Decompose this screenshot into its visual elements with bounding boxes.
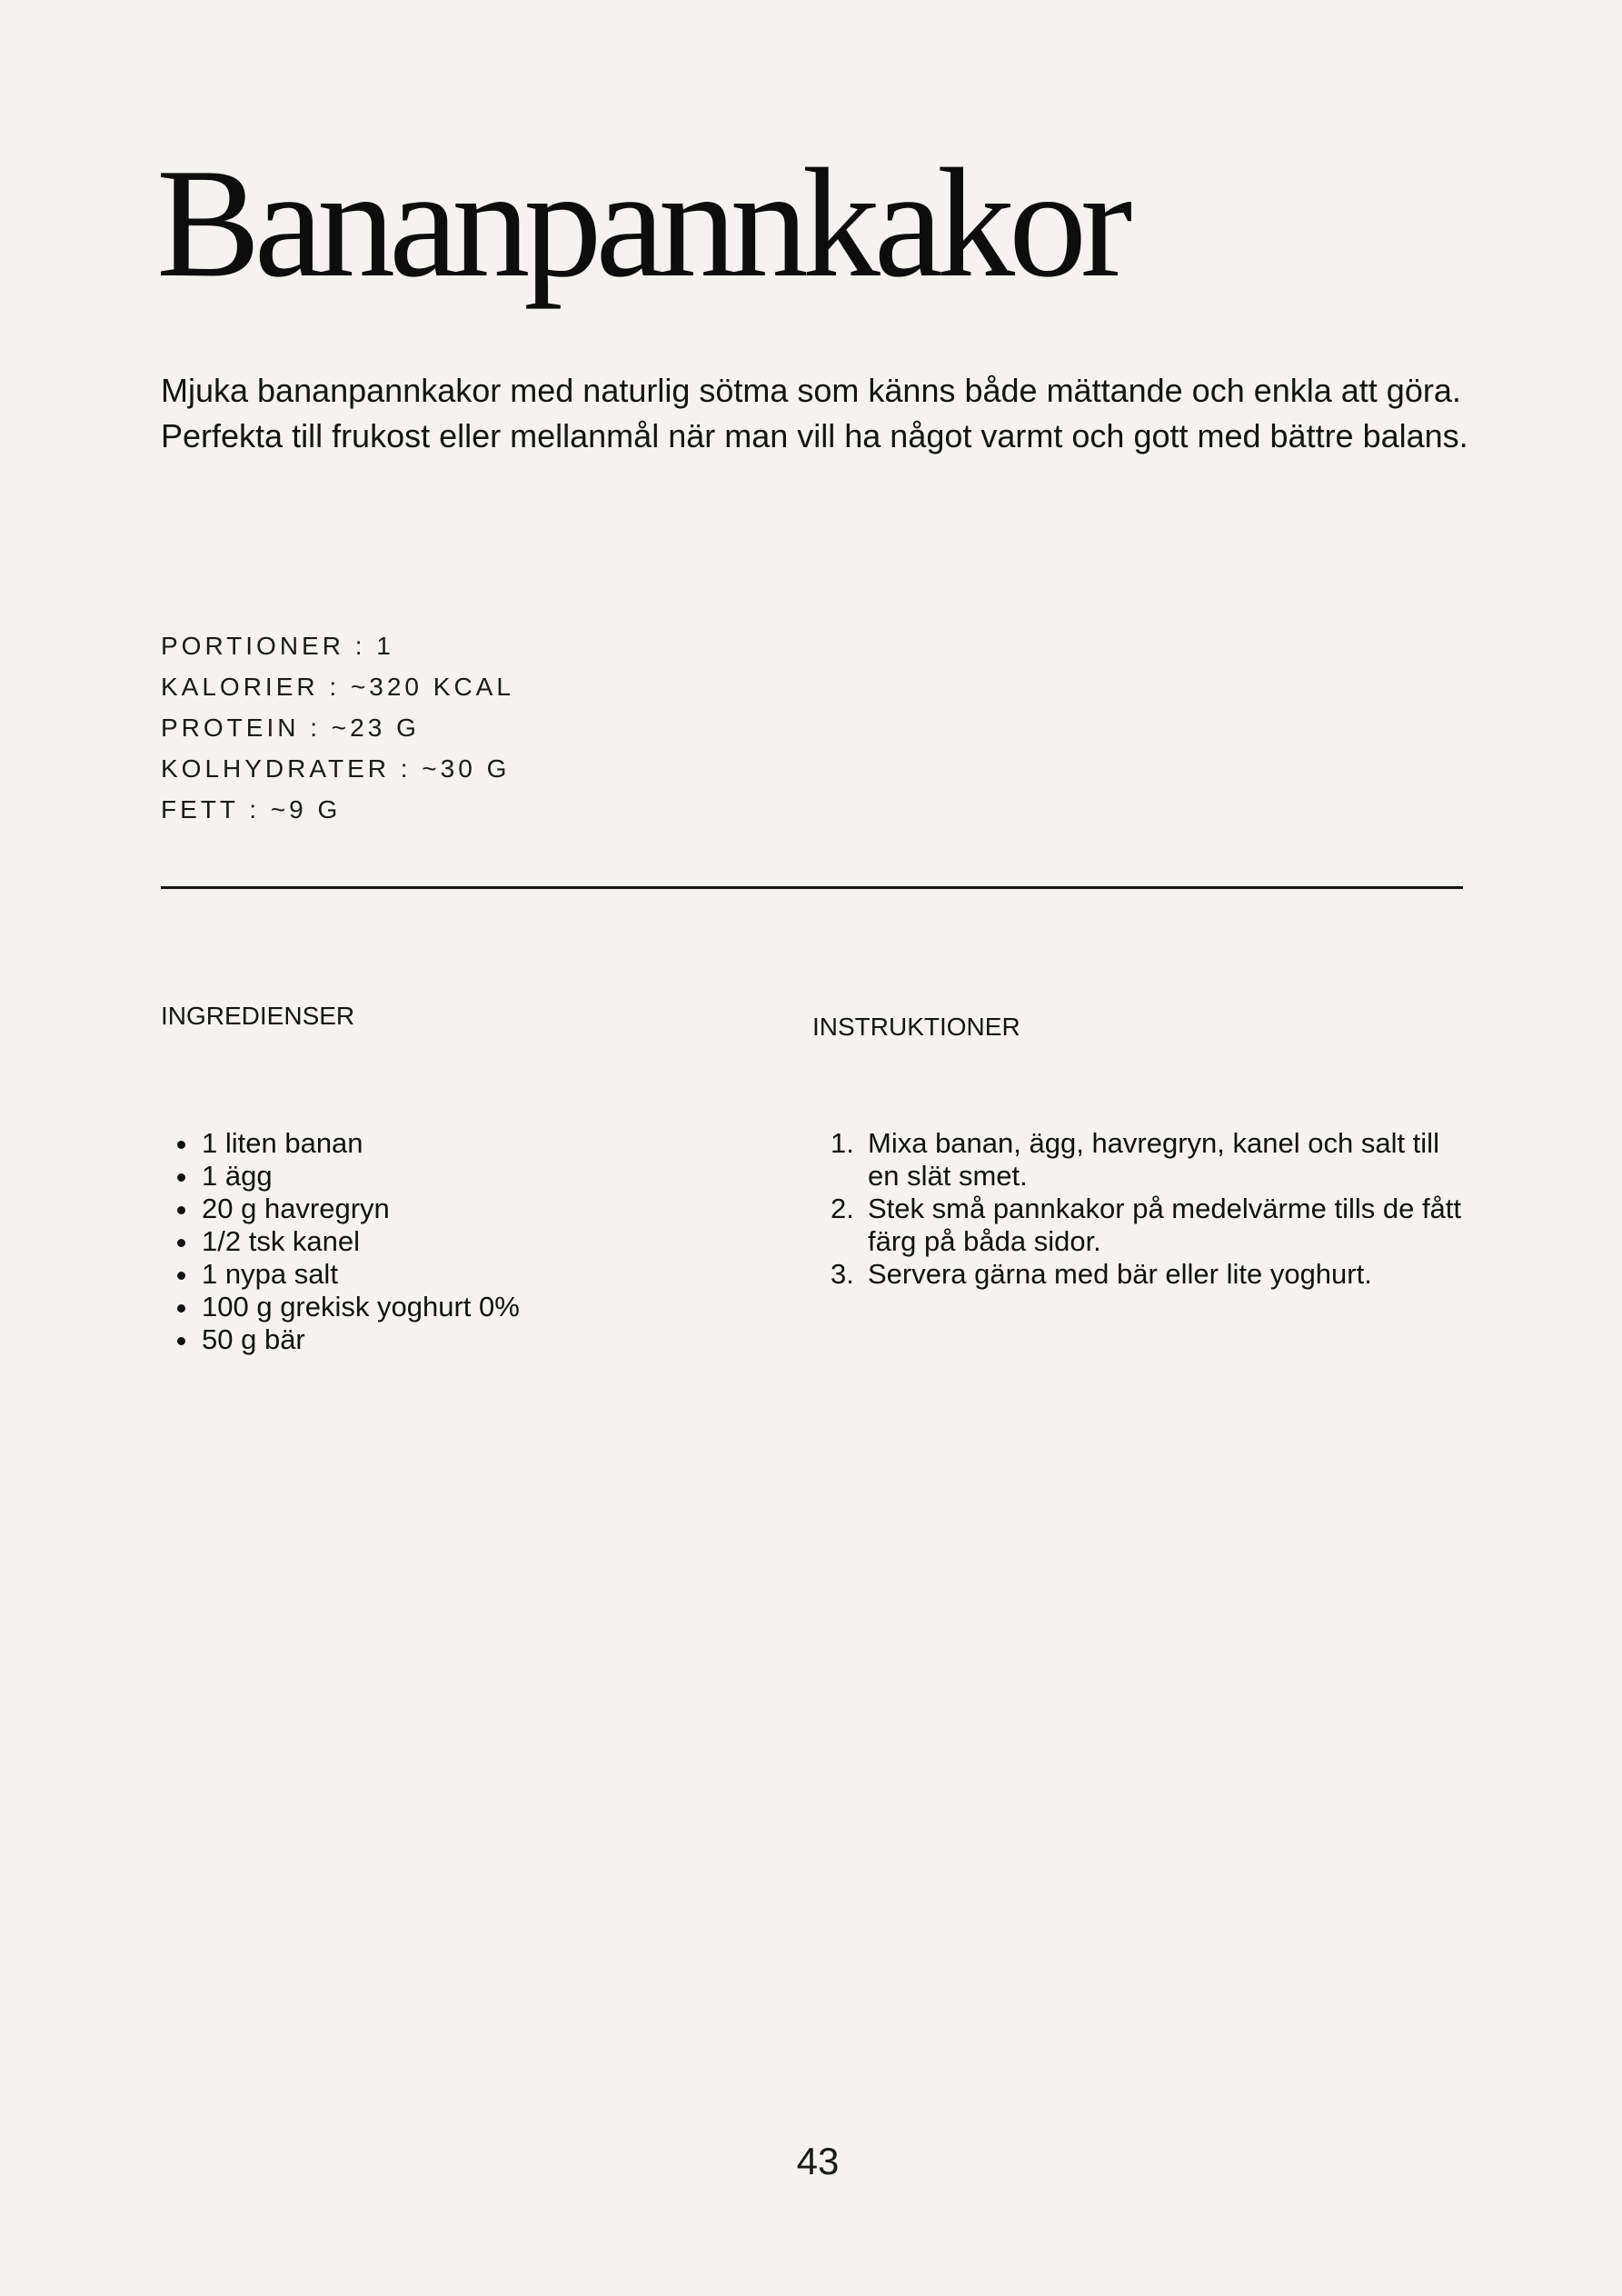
page-number: 43: [796, 2140, 840, 2182]
nutrition-carbs: KOLHYDRATER : ~30 G: [161, 754, 511, 783]
ingredient-item: 1 ägg: [161, 1160, 520, 1193]
instruction-step: [812, 1193, 1467, 1258]
ingredient-item: 50 g bär: [161, 1323, 520, 1356]
nutrition-list: [161, 625, 514, 830]
instructions-heading: INSTRUKTIONER: [812, 1013, 1020, 1041]
step-number: 2.: [831, 1193, 854, 1224]
page-title: Bananpannkakor: [156, 137, 1127, 310]
step-text: Servera gärna med bär eller lite yoghurt.: [868, 1258, 1372, 1290]
step-text: Mixa banan, ägg, havregryn, kanel och salt till en slät smet.: [868, 1127, 1439, 1192]
nutrition-fat: FETT : ~9 G: [161, 795, 342, 824]
step-text: Stek små pannkakor på medelvärme tills de fått färg på båda sidor.: [868, 1193, 1462, 1257]
ingredient-item: 100 g grekisk yoghurt 0%: [161, 1291, 520, 1323]
nutrition-protein: PROTEIN : ~23 G: [161, 714, 420, 742]
instruction-step: [812, 1258, 1467, 1291]
nutrition-portions: PORTIONER : 1: [161, 632, 394, 660]
section-divider: [161, 886, 1463, 889]
instruction-step: [812, 1127, 1467, 1193]
ingredient-item: 1/2 tsk kanel: [161, 1225, 520, 1258]
recipe-intro: Mjuka bananpannkakor med naturlig sötma som känns både mättande och enkla att göra. Perfekta till frukost eller mellanmål när man vill ha något varmt och gott med bättre balans.: [161, 372, 1468, 454]
ingredient-item: 1 nypa salt: [161, 1258, 520, 1291]
ingredients-heading: INGREDIENSER: [161, 1002, 355, 1030]
step-number: 1.: [831, 1127, 854, 1159]
step-number: 3.: [831, 1258, 854, 1290]
nutrition-calories: KALORIER : ~320 KCAL: [161, 673, 514, 701]
ingredient-item: 1 liten banan: [161, 1127, 520, 1160]
instructions-list: [812, 1127, 1467, 1291]
ingredient-item: 20 g havregryn: [161, 1193, 520, 1225]
ingredients-list: [161, 1127, 520, 1356]
